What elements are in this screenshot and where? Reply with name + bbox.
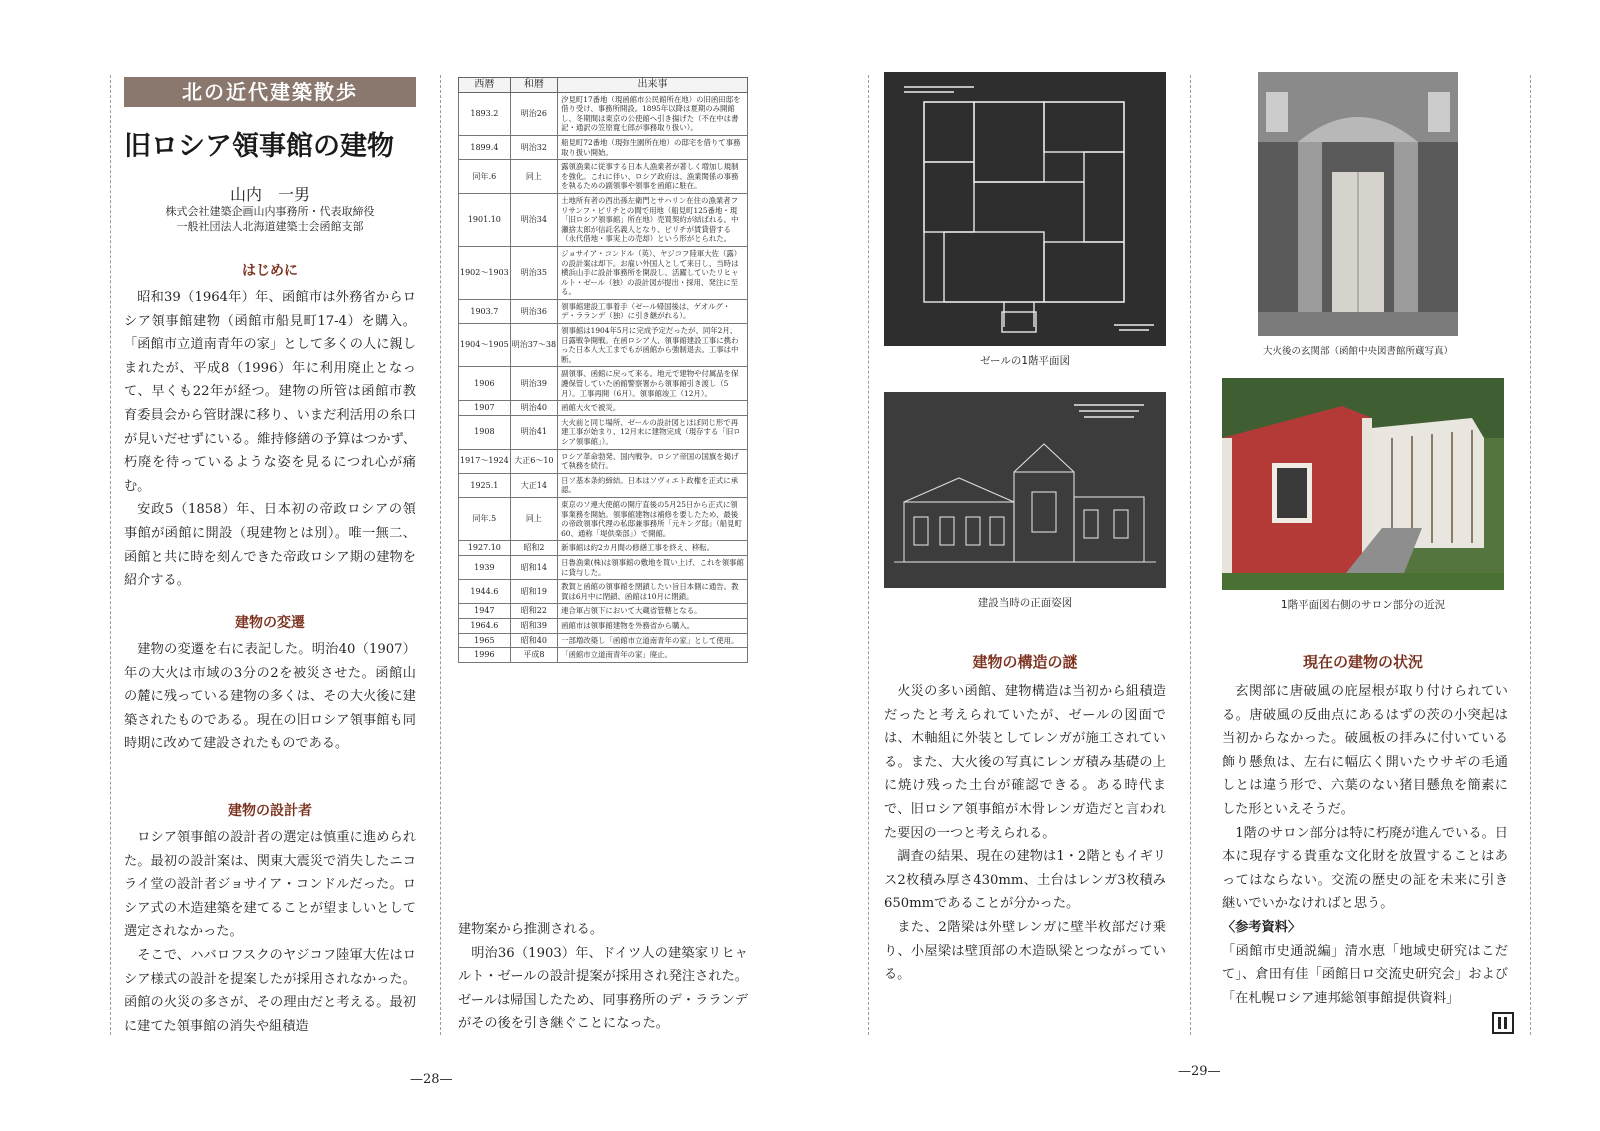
era-cell: 明治34 [510,193,557,246]
era-cell: 昭和19 [510,580,557,604]
floor-plan-image [884,72,1166,346]
author-affiliation: 一般社団法人北海道建築士会函館支部 [176,220,364,233]
entrance-photo [1258,72,1458,336]
era-cell: 明治36 [510,299,557,323]
references-heading: 〈参考資料〉 [1222,919,1302,935]
era-cell: 明治40 [510,401,557,416]
column-divider [1530,75,1531,1035]
section-body [124,826,416,1036]
elevation-image [884,392,1166,588]
paragraph: 調査の結果、現在の建物は1・2階ともイギリス2枚積み厚さ430mm、土台はレンガ3枚積み650mmであることが分かった。 [884,849,1166,912]
table-row [459,324,748,367]
paragraph: 玄関部に唐破風の庇屋根が取り付けられている。唐破風の反曲点にあるはずの茨の小突起は当初からなかった。破風板の拝みに付いている飾り懸魚は、左右に幅広く開いたウサギの毛通しとは違う形で、六葉のない猪目懸魚を簡素にした形といえそうだ。 [1222,684,1508,817]
table-row [459,246,748,299]
section-heading: 建物の設計者 [228,803,312,819]
table-row [459,449,748,473]
year-cell: 1996 [459,648,511,663]
era-cell: 大正6〜10 [510,449,557,473]
event-cell: 大火前と同じ場所、ゼールの設計図とほぼ同じ形で再建工事が始まり、12月末に建物完成（現存する「旧ロシア領事館」）。 [558,415,748,449]
event-cell: 一部増改築し「函館市立道南青年の家」として使用。 [558,633,748,648]
continued-text [458,918,748,1038]
year-cell: 1908 [459,415,511,449]
paragraph: ロシア領事館の設計者の選定は慎重に進められた。最初の設計案は、関東大震災で消失したニコライ堂の設計者ジョサイア・コンドルだった。ロシア式の木造建築を建てることが望ましいとして選定されなかった。 [124,830,416,940]
table-row [459,541,748,556]
column-divider [110,75,111,1035]
year-cell: 1901.10 [459,193,511,246]
series-banner: 北の近代建築散歩 [124,77,416,107]
page-number: —29— [1178,1064,1221,1079]
section-heading: 現在の建物の状況 [1302,653,1423,671]
event-cell: 教賀と函館の領事館を閉鎖したい旨日本側に通告。教賀は6月中に閉鎖、函館は10月に閉鎖。 [558,580,748,604]
section-heading: はじめに [242,263,298,279]
era-cell: 明治37〜38 [510,324,557,367]
event-cell: 函館大火で被災。 [558,401,748,416]
table-row [459,193,748,246]
table-row [459,648,748,663]
section-body [1222,680,1508,1010]
table-header-row [459,78,748,93]
column-divider [868,75,869,1035]
paragraph: 火災の多い函館、建物構造は当初から組積造だったと考えられていたが、ゼールの図面では、木軸組に外装としてレンガが施工されている。また、大火後の写真にレンガ積み基礎の上に焼け残った土台が確認できる。ある時代まで、旧ロシア領事館が木骨レンガ造だと言われた要因の一つと考えられる。 [884,684,1166,841]
event-cell: 船見町72番地（現弥生園所在地）の邸宅を借りて事務取り扱い開始。 [558,135,748,159]
era-cell: 明治26 [510,92,557,135]
event-cell: 副領事、函館に戻って来る。地元で建物や付属品を保護保管していた函館警察署から領事館引き渡し（5月）。工事再開（6月）。領事館竣工（12月）。 [558,367,748,401]
year-cell: 1965 [459,633,511,648]
table-row [459,135,748,159]
era-cell: 大正14 [510,473,557,497]
era-cell: 昭和14 [510,555,557,579]
image-caption: ゼールの1階平面図 [979,355,1071,367]
year-cell: 1904〜1905 [459,324,511,367]
paragraph: また、2階梁は外壁レンガに壁半枚部だけ乗り、小屋梁は壁頂部の木造臥梁とつながっている。 [884,919,1166,983]
table-row [459,618,748,633]
table-row [459,555,748,579]
year-cell: 1893.2 [459,92,511,135]
salon-photo [1222,378,1504,590]
column-header: 出来事 [558,78,748,93]
table-row [459,497,748,540]
year-cell: 1925.1 [459,473,511,497]
paragraph: 建物の変遷を右に表記した。明治40（1907）年の大火は市域の3分の2を被災させた。函館山の麓に残っている建物の多くは、その大火後に建築されたものである。現在の旧ロシア領事館も同時期に改めて建設されたものである。 [124,642,416,752]
entrance-drawing [1258,72,1458,336]
event-cell: 領事館建設工事着手（ゼール帰国後は、ゲオルグ・デ・ラランデ（独）に引き継がれる）。 [558,299,748,323]
year-cell: 1917〜1924 [459,449,511,473]
year-cell: 1907 [459,401,511,416]
era-cell: 明治35 [510,246,557,299]
section-heading: 建物の構造の謎 [972,653,1078,671]
event-cell: 日魯漁業(株)は領事館の敷地を買い上げ、これを領事館に貸与した。 [558,555,748,579]
year-cell: 1927.10 [459,541,511,556]
image-caption: 1階平面図右側のサロン部分の近況 [1280,599,1446,611]
event-cell: 函館市は領事館建物を外務省から購入。 [558,618,748,633]
column-header: 西暦 [459,78,511,93]
paragraph: そこで、ハバロフスクのヤジコフ陸軍大佐はロシア様式の設計を提案したが採用されなかった。函館の火災の多さが、その理由だと考える。最初に建てた領事館の消失や組積造 [124,947,416,1034]
year-cell: 1947 [459,604,511,619]
image-caption: 建設当時の正面姿図 [977,597,1073,609]
salon-drawing [1222,378,1504,590]
event-cell: 新事館は約2カ月間の修繕工事を終え、移転。 [558,541,748,556]
table-row [459,580,748,604]
section-body [124,638,416,756]
year-cell: 1903.7 [459,299,511,323]
era-cell: 同上 [510,497,557,540]
table-row [459,415,748,449]
table-row [459,633,748,648]
event-cell: 東京のソ連大使館の開庁直後の5月25日から正式に領事業務を開始。領事館建物は補修を要したため、最後の帝政領事代理の私邸兼事務所「元キング邸」（船見町60、通称「堤供楽部」）で開館。 [558,497,748,540]
author-affiliation: 株式会社建築企画山内事務所・代表取締役 [165,205,375,218]
year-cell: 同年.6 [459,160,511,194]
paragraph: 昭和39（1964年）年、函館市は外務省からロシア領事館建物（函館市船見町17-4）を購入。「函館市立道南青年の家」として多くの人に親しまれたが、平成8（1996）年に利用廃止となって、早くも22年が経つ。建物の所管は函館市教育委員会から管財課に移り、いまだ利活用の糸口が見いだせずにいる。維持修繕の予算はつかず、朽廃を待っているような姿を見るにつれ心が痛む。 [124,290,416,494]
event-cell: 「函館市立道南青年の家」廃止。 [558,648,748,663]
references-list: 「函館市史通説編」清水恵「地域史研究はこだて」、倉田有佳「函館日ロ交流史研究会」および「在札幌ロシア連邦総領事館提供資料」 [1222,943,1508,1006]
page-number: —28— [410,1072,453,1087]
column-divider [440,75,441,1035]
paragraph: 明治36（1903）年、ドイツ人の建築家リヒャルト・ゼールの設計提案が採用され発注された。ゼールは帰国したため、同事務所のデ・ラランデがその後を引き継ぐことになった。 [458,945,748,1032]
event-cell: 日ソ基本条約締結。日本はソヴィエト政権を正式に承認。 [558,473,748,497]
event-cell: 露領漁業に従事する日本人漁業者が著しく増加し規制を強化。これに伴い、ロシア政府は、漁業関係の事務を執るための副領事や領事を函館に駐在。 [558,160,748,194]
year-cell: 1944.6 [459,580,511,604]
end-mark-icon [1492,1012,1514,1034]
year-cell: 1939 [459,555,511,579]
floor-plan-drawing [884,72,1166,346]
table-row [459,473,748,497]
paragraph: 建物案から推測される。 [458,922,604,937]
year-cell: 同年.5 [459,497,511,540]
column-header: 和暦 [510,78,557,93]
author-name: 山内 一男 [229,185,310,204]
year-cell: 1906 [459,367,511,401]
table-row [459,401,748,416]
table-row [459,604,748,619]
table-row [459,299,748,323]
era-cell: 昭和2 [510,541,557,556]
event-cell: ジョサイア・コンドル（英）、ヤジコフ陸軍大佐（露）の設計案は却下。お雇い外国人として来日し、当時は横浜山手に設計事務所を開設し、活躍していたリヒャルト・ゼール（独）の設計図が提出・採用、発注に至る。 [558,246,748,299]
table-row [459,160,748,194]
era-cell: 昭和39 [510,618,557,633]
section-heading: 建物の変遷 [235,615,305,631]
article-title: 旧ロシア領事館の建物 [124,131,394,162]
era-cell: 昭和40 [510,633,557,648]
event-cell: 領事館は1904年5月に完成予定だったが、同年2月、日露戦争開戦。在函ロシア人、領事館建設工事に携わった日本人大工までもが函館から強制退去。工事は中断。 [558,324,748,367]
section-body [124,286,416,593]
event-cell: 連合軍占領下において大蔵省管轄となる。 [558,604,748,619]
era-cell: 昭和22 [510,604,557,619]
paragraph: 1階のサロン部分は特に朽廃が進んでいる。日本に現存する貴重な文化財を放置することはあってはならない。交流の歴史の証を未来に引き継いでいかなければと思う。 [1222,825,1508,912]
image-caption: 大火後の玄関部（函館中央図書館所蔵写真） [1262,346,1453,357]
era-cell: 明治32 [510,135,557,159]
year-cell: 1964.6 [459,618,511,633]
era-cell: 同上 [510,160,557,194]
era-cell: 平成8 [510,648,557,663]
column-divider [1190,75,1191,1035]
table-row [459,367,748,401]
table-row [459,92,748,135]
event-cell: ロシア革命勃発、国内戦争。ロシア帝国の国旗を掲げて執務を続行。 [558,449,748,473]
era-cell: 明治39 [510,367,557,401]
era-cell: 明治41 [510,415,557,449]
history-table [458,77,748,663]
year-cell: 1899.4 [459,135,511,159]
section-body [884,680,1166,987]
event-cell: 土地所有者の西出孫左衛門とサハリン在住の漁業者フリサンフ・ビリチとの間で用地（船見町125番地・現「旧ロシア領事館」所在地）売買契約が結ばれる。中瀬捨太郎が信託名義人となり、ビリチが賃貸借する（永代借地・事実上の売却）という形がとられた。 [558,193,748,246]
event-cell: 汐見町17番地（現函館市公民館所在地）の旧函田邸を借り受け、事務所開設。1895年以降は夏期のみ開館し、冬期間は東京の公使館へ引き揚げた（不在中は書記・通訳の笠原寛七郎が事務取り扱い）。 [558,92,748,135]
paragraph: 安政5（1858）年、日本初の帝政ロシアの領事館が函館に開設（現建物とは別）。唯一無二、函館と共に時を刻んできた帝政ロシア期の建物を紹介する。 [124,502,416,589]
elevation-drawing [884,392,1166,588]
year-cell: 1902〜1903 [459,246,511,299]
